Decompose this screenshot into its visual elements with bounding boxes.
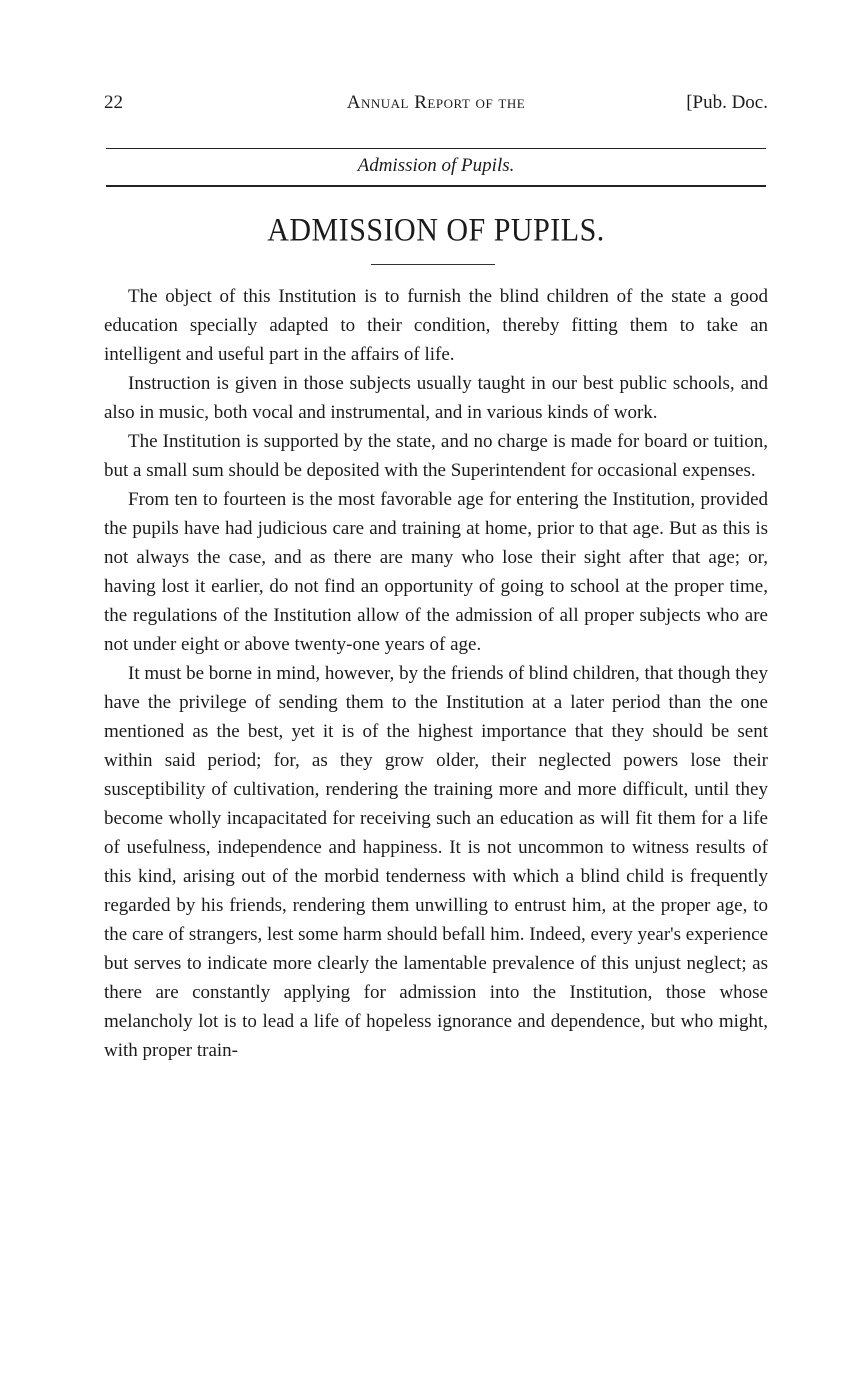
paragraph-object: The object of this Institution is to furnish the blind children of the state a good education specially adapted to their condition, thereby fitting them to take an intelligent and useful part in the affairs of life. <box>104 286 768 365</box>
title-divider <box>371 264 495 265</box>
paragraph-age: From ten to fourteen is the most favorable age for entering the Institution, provided the pupils have had judicious care and training at home, prior to that age. But as this is not always the case, and as there are many who lose their sight after that age; or, having lost it earlier, do not find an opportunity of going to school at the proper time, the regulations of the Institution allow of the admission of all proper subjects who are not under eight or above twenty-one years of age. <box>104 489 768 655</box>
section-subtitle: Admission of Pupils. <box>357 155 515 176</box>
body-text <box>104 282 768 1065</box>
page-title: ADMISSION OF PUPILS. <box>267 212 605 249</box>
paragraph-support: The Institution is supported by the state, and no charge is made for board or tuition, but a small sum should be deposited with the Superintendent for occasional expenses. <box>104 431 768 481</box>
document-reference: [Pub. Doc. <box>686 92 768 113</box>
running-head-title: Annual Report of the <box>346 92 526 113</box>
page-number: 22 <box>104 92 123 113</box>
header-rule-top <box>106 148 766 149</box>
paragraph-instruction: Instruction is given in those subjects usually taught in our best public schools, and also in music, both vocal and instrumental, and in various kinds of work. <box>104 373 768 423</box>
header-rule-bottom <box>106 185 766 187</box>
running-head <box>104 92 768 122</box>
paragraph-warning: It must be borne in mind, however, by the friends of blind children, that though they have the privilege of sending them to the Institution at a later period than the one mentioned as the best, yet it is of the highest importance that they should be sent within said period; for, as they grow older, their neglected powers lose their susceptibility of cultivation, rendering the training more and more difficult, until they become wholly incapacitated for receiving such an education as will fit them for a life of usefulness, independence and happiness. It is not uncommon to witness results of this kind, arising out of the morbid tenderness with which a blind child is frequently regarded by his friends, rendering them unwilling to entrust him, at the proper age, to the care of strangers, lest some harm should befall him. Indeed, every year's experience but serves to indicate more clearly the lamentable prevalence of this unjust neglect; as there are constantly applying for admission into the Institution, those whose melancholy lot is to lead a life of hopeless ignorance and dependence, but who might, with proper train- <box>104 663 768 1061</box>
